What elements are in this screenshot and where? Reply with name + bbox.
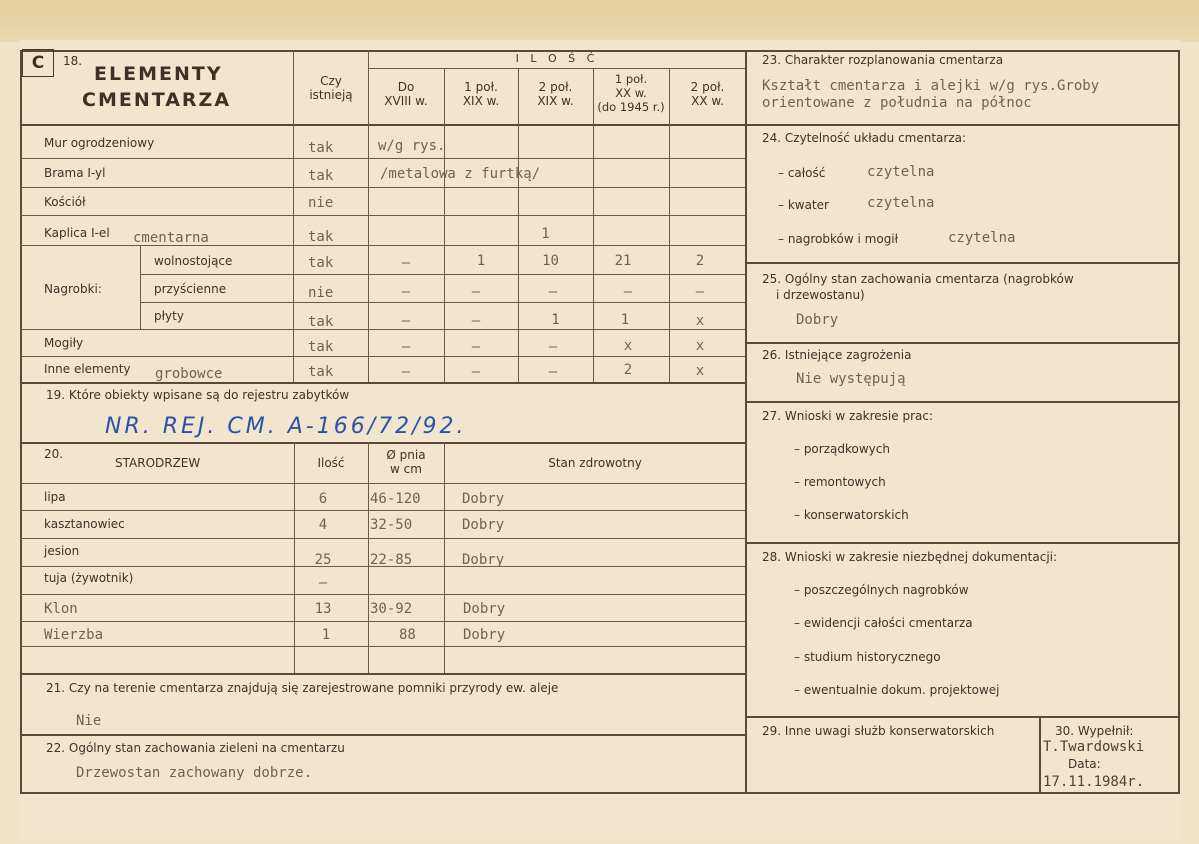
row-other-p2: – [471, 364, 481, 380]
row-exists-wall: tak [308, 140, 334, 156]
row-other-p4: 2 [623, 362, 633, 378]
row-mass-graves-p5: x [695, 338, 705, 354]
s24-item-1-label: – całość [778, 166, 826, 180]
tree-diam-1: 46-120 [370, 491, 421, 507]
tree-diam-2: 32-50 [370, 517, 413, 533]
tree-name-1: lipa [44, 490, 66, 504]
tree-name-6: Wierzba [44, 627, 104, 643]
s25-label-line2: i drzewostanu) [776, 288, 865, 302]
tree-name-2: kasztanowiec [44, 517, 125, 531]
s23-value-line1: Kształt cmentarza i alejki w/g rys.Groby [762, 78, 1100, 94]
row-exists-chapel: tak [308, 229, 334, 245]
s19-label: 19. Które obiekty wpisane są do rejestru zabytków [46, 388, 350, 402]
tree-health-6: Dobry [463, 627, 506, 643]
row-freestanding-p1: – [401, 255, 411, 271]
section-18-number: 18. [63, 54, 83, 68]
s27-item-1: – porządkowych [794, 442, 890, 456]
tree-health-2: Dobry [462, 517, 505, 533]
row-label-gravestones: Nagrobki: [44, 282, 102, 296]
row-label-freestanding: wolnostojące [154, 254, 233, 268]
row-slabs-p5: x [695, 313, 705, 329]
tree-health-3: Dobry [462, 552, 505, 568]
col-header-exists: Czy istnieją [309, 74, 353, 102]
tree-count-3: 25 [314, 552, 332, 568]
row-freestanding-p4: 21 [614, 253, 632, 269]
row-mass-graves-p4: x [623, 338, 633, 354]
s30-date: 17.11.1984r. [1043, 774, 1145, 790]
s20-number: 20. [44, 447, 64, 461]
row-chapel-period-3: 1 [541, 226, 550, 242]
row-exists-slabs: tak [308, 314, 334, 330]
col-header-period-5: 2 poł. XX w. [690, 80, 725, 108]
row-exists-church: nie [308, 195, 334, 211]
row-slabs-p1: – [401, 313, 411, 329]
s20-title: STARODRZEW [115, 456, 201, 470]
row-wall-mounted-p3: – [548, 284, 558, 300]
col-header-period-2: 1 poł. XIX w. [462, 80, 500, 108]
s25-value: Dobry [796, 312, 839, 328]
row-exists-gate: tak [308, 168, 334, 184]
col-header-ilosc: I L O Ś Ć [515, 52, 599, 65]
s28-label: 28. Wnioski w zakresie niezbędnej dokumentacji: [762, 550, 1058, 564]
s28-item-2: – ewidencji całości cmentarza [794, 616, 973, 630]
row-other-p1: – [401, 364, 411, 380]
row-mass-graves-p1: – [401, 339, 411, 355]
row-freestanding-p2: 1 [476, 253, 486, 269]
row-mass-graves-p3: – [548, 339, 558, 355]
s23-label: 23. Charakter rozplanowania cmentarza [762, 53, 1004, 67]
s21-label: 21. Czy na terenie cmentarza znajdują się zarejestrowane pomniki przyrody ew. aleje [46, 681, 559, 695]
tree-health-1: Dobry [462, 491, 505, 507]
s29-label: 29. Inne uwagi służb konserwatorskich [762, 724, 995, 738]
s22-label: 22. Ogólny stan zachowania zieleni na cmentarzu [46, 741, 345, 755]
row-exists-wall-mounted: nie [308, 285, 334, 301]
s23-value-line2: orientowane z południa na północ [762, 95, 1032, 111]
row-note-gate: /metalowa z furtką/ [380, 166, 541, 182]
tree-diam-5: 30-92 [370, 601, 413, 617]
tree-name-4: tuja (żywotnik) [44, 571, 134, 585]
row-slabs-p3: 1 [551, 312, 560, 328]
elements-title-line2: CMENTARZA [82, 89, 232, 111]
section-letter-box: C [22, 49, 54, 77]
s24-item-1-value: czytelna [867, 164, 935, 180]
row-label-chapel: Kaplica I-el [44, 226, 110, 240]
s24-label: 24. Czytelność układu cmentarza: [762, 131, 967, 145]
col-header-period-3: 2 poł. XIX w. [537, 80, 574, 108]
s30-name: T.Twardowski [1043, 739, 1145, 755]
col-header-period-4: 1 poł. XX w. (do 1945 r.) [597, 72, 665, 114]
row-extra-other: grobowce [155, 366, 223, 382]
row-label-slabs: płyty [154, 309, 184, 323]
s28-item-1: – poszczególnych nagrobków [794, 583, 969, 597]
row-exists-mass-graves: tak [308, 339, 334, 355]
paper-top-edge [0, 0, 1199, 42]
row-other-p5: x [695, 363, 705, 379]
s27-item-2: – remontowych [794, 475, 886, 489]
s20-col-count: Ilość [317, 456, 345, 470]
row-extra-chapel: cmentarna [133, 230, 209, 246]
row-label-wall-mounted: przyścienne [154, 282, 227, 296]
row-label-church: Kościół [44, 195, 86, 209]
s27-label: 27. Wnioski w zakresie prac: [762, 409, 934, 423]
s24-item-2-label: – kwater [778, 198, 829, 212]
s21-value: Nie [76, 713, 102, 729]
row-exists-freestanding: tak [308, 255, 334, 271]
row-freestanding-p5: 2 [695, 253, 705, 269]
s22-value: Drzewostan zachowany dobrze. [76, 765, 313, 781]
s19-register-number: NR. REJ. CM. A-166/72/92. [105, 414, 467, 439]
s20-col-health: Stan zdrowotny [548, 456, 642, 470]
tree-count-2: 4 [318, 517, 328, 533]
row-mass-graves-p2: – [471, 339, 481, 355]
tree-name-5: Klon [44, 601, 78, 617]
tree-diam-6: 88 [399, 627, 416, 643]
row-label-other: Inne elementy [44, 362, 131, 376]
s28-item-3: – studium historycznego [794, 650, 941, 664]
row-slabs-p4: 1 [620, 312, 630, 328]
row-label-wall: Mur ogrodzeniowy [44, 136, 155, 150]
elements-title-line1: ELEMENTY [94, 63, 223, 85]
row-wall-mounted-p5: – [695, 284, 705, 300]
row-wall-mounted-p2: – [471, 284, 481, 300]
tree-count-5: 13 [314, 601, 332, 617]
row-label-mass-graves: Mogiły [44, 336, 84, 350]
form-sheet [20, 40, 1180, 840]
row-wall-mounted-p4: – [623, 284, 633, 300]
row-exists-other: tak [308, 364, 334, 380]
s25-label-line1: 25. Ogólny stan zachowania cmentarza (nagrobków [762, 272, 1074, 286]
s26-value: Nie występują [796, 371, 906, 387]
s30-label: 30. Wypełnił: [1055, 724, 1134, 738]
tree-health-5: Dobry [463, 601, 506, 617]
tree-name-3: jesion [44, 544, 80, 558]
s24-item-3-value: czytelna [948, 230, 1016, 246]
s20-col-diameter: Ø pnia w cm [386, 448, 426, 476]
tree-count-1: 6 [318, 491, 328, 507]
row-label-gate: Brama I-yl [44, 166, 106, 180]
s30-date-label: Data: [1068, 757, 1101, 771]
s24-item-2-value: czytelna [867, 195, 935, 211]
s24-item-3-label: – nagrobków i mogił [778, 232, 899, 246]
row-freestanding-p3: 10 [542, 253, 559, 269]
s27-item-3: – konserwatorskich [794, 508, 909, 522]
row-slabs-p2: – [471, 313, 481, 329]
tree-count-6: 1 [321, 627, 331, 643]
row-wall-mounted-p1: – [401, 284, 411, 300]
tree-count-4: – [318, 575, 328, 591]
tree-diam-3: 22-85 [370, 552, 413, 568]
col-header-period-1: Do XVIII w. [384, 80, 428, 108]
s26-label: 26. Istniejące zagrożenia [762, 348, 912, 362]
row-other-p3: – [548, 364, 558, 380]
row-note-wall: w/g rys. [378, 138, 446, 154]
s28-item-4: – ewentualnie dokum. projektowej [794, 683, 1000, 697]
